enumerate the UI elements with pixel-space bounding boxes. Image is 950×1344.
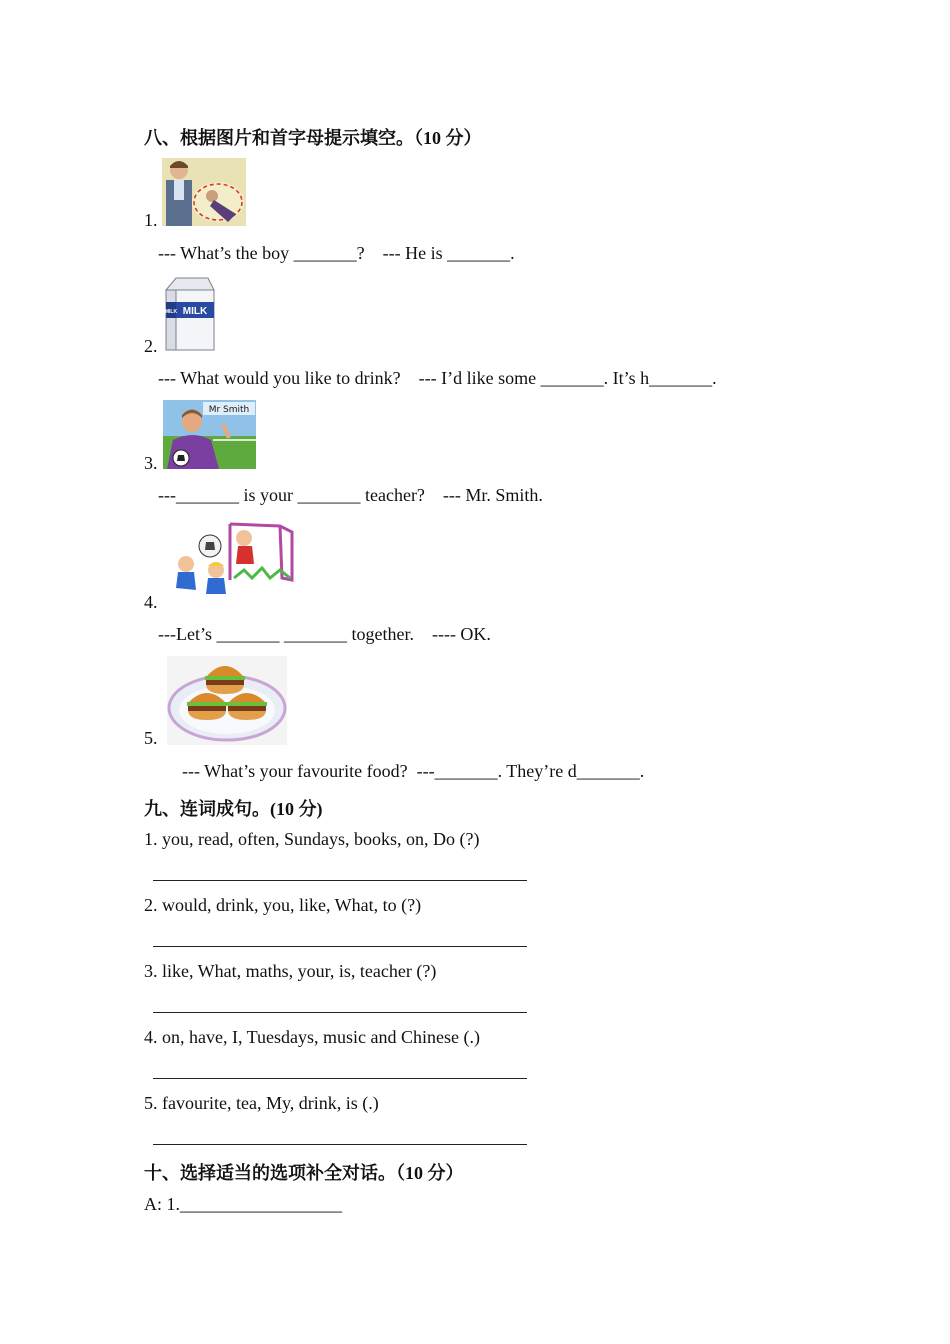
- answer-line-4[interactable]: [153, 1078, 527, 1079]
- item-1-dialogue: --- What’s the boy _______? --- He is _______.: [158, 243, 515, 263]
- hamburgers-plate-picture: [167, 656, 287, 745]
- answer-line-5[interactable]: [153, 1144, 527, 1145]
- item-2-dialogue: --- What would you like to drink? --- I’d like some _______. It’s h_______.: [158, 368, 717, 388]
- section-8-title: 八、根据图片和首字母提示填空。（10 分）: [144, 128, 482, 148]
- sentence-1-words: 1. you, read, often, Sundays, books, on, Do (?): [144, 829, 480, 849]
- man-and-bowing-boy-picture: [162, 158, 246, 226]
- milk-label-small: MILK: [164, 309, 178, 315]
- answer-line-2[interactable]: [153, 946, 527, 947]
- milk-carton-picture: [162, 276, 216, 352]
- answer-line-3[interactable]: [153, 1012, 527, 1013]
- item-2-number: 2.: [144, 336, 158, 356]
- section-9-title: 九、连词成句。(10 分): [144, 799, 323, 819]
- sentence-2-words: 2. would, drink, you, like, What, to (?): [144, 895, 422, 915]
- sentence-4-words: 4. on, have, I, Tuesdays, music and Chinese (.): [144, 1027, 480, 1047]
- pe-teacher-picture: [163, 400, 256, 469]
- milk-label-large: MILK: [182, 306, 208, 317]
- kids-playing-football-picture: [170, 520, 296, 602]
- teacher-name-sign: Mr Smith: [208, 405, 250, 415]
- item-1-number: 1.: [144, 210, 158, 230]
- item-5-dialogue: --- What’s your favourite food? ---_______. They’re d_______.: [182, 761, 645, 781]
- item-5-number: 5.: [144, 728, 158, 748]
- dialogue-a-line-1: A: 1.__________________: [144, 1194, 342, 1214]
- item-3-number: 3.: [144, 453, 158, 473]
- item-4-dialogue: ---Let’s _______ _______ together. ---- OK.: [158, 624, 491, 644]
- answer-line-1[interactable]: [153, 880, 527, 881]
- section-10-title: 十、选择适当的选项补全对话。（10 分）: [144, 1163, 464, 1183]
- item-4-number: 4.: [144, 592, 158, 612]
- sentence-3-words: 3. like, What, maths, your, is, teacher (?): [144, 961, 437, 981]
- item-3-dialogue: ---_______ is your _______ teacher? --- Mr. Smith.: [158, 485, 543, 505]
- sentence-5-words: 5. favourite, tea, My, drink, is (.): [144, 1093, 379, 1113]
